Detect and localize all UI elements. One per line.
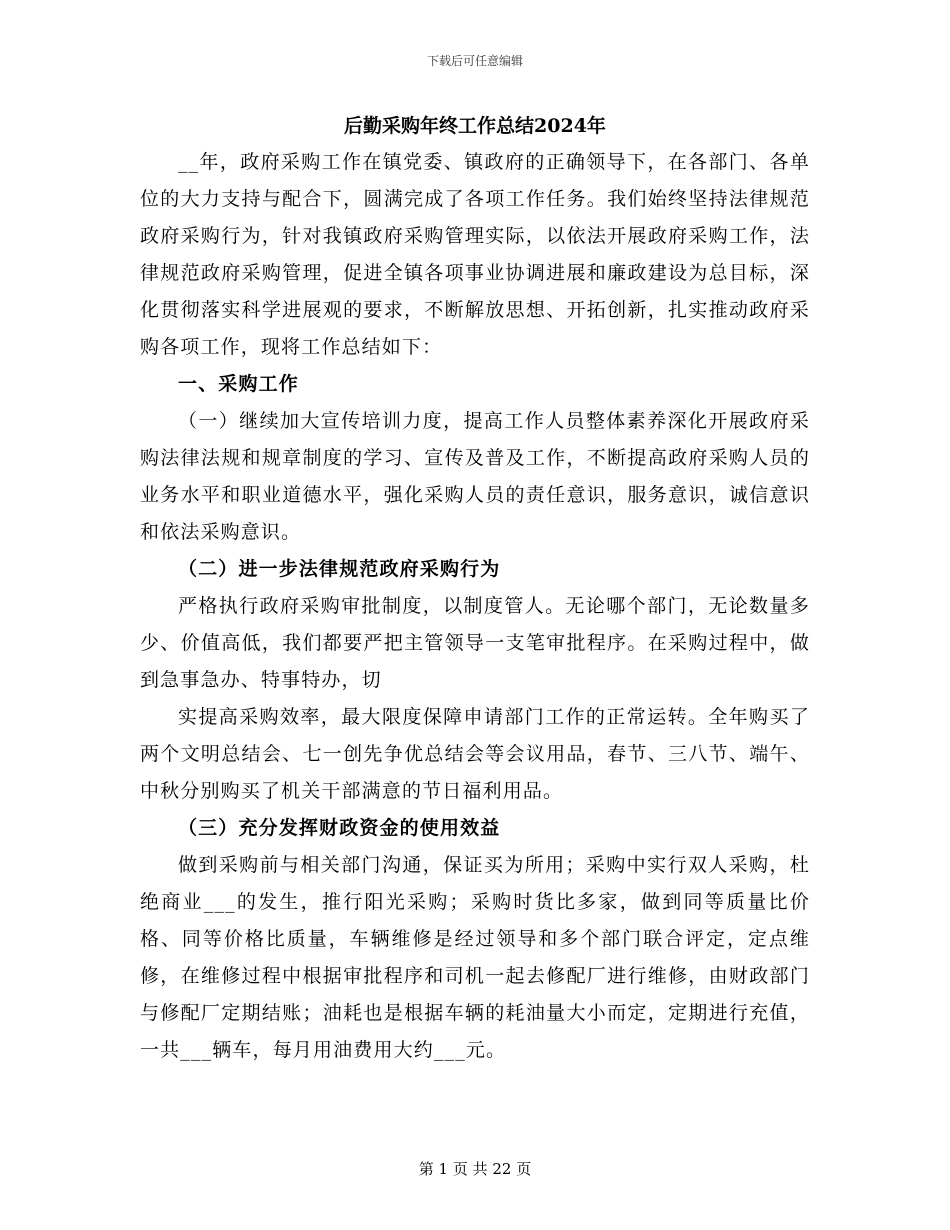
document-title: 后勤采购年终工作总结2024年 xyxy=(344,115,606,137)
subsection-heading-regulate: （二）进一步法律规范政府采购行为 xyxy=(178,558,501,580)
page-footer: 第 1 页 共 22 页 xyxy=(418,1160,532,1178)
page-header: 下载后可任意编辑 xyxy=(426,54,523,68)
paragraph-training: （一）继续加大宣传培训力度，提高工作人员整体素养深化开展政府采购法律法规和规章制度的学习、宣传及普及工作，不断提高政府采购人员的业务水平和职业道德水平，强化采购人员的责任意识，服务意识，诚信意识和依法采购意识。 xyxy=(140,410,810,543)
section-heading-procurement: 一、采购工作 xyxy=(178,373,299,395)
document-body xyxy=(140,108,810,1069)
paragraph-funds: 做到采购前与相关部门沟通，保证买为所用；采购中实行双人采购，杜绝商业___的发生，推行阳光采购；采购时货比多家，做到同等质量比价格、同等价格比质量，车辆维修是经过领导和多个部门联合评定，定点维修，在维修过程中根据审批程序和司机一起去修配厂进行维修，由财政部门与修配厂定期结账；油耗也是根据车辆的耗油量大小而定，定期进行充值，一共___辆车，每月用油费用大约___元。 xyxy=(140,854,810,1061)
paragraph-efficiency: 实提高采购效率，最大限度保障申请部门工作的正常运转。全年购买了两个文明总结会、七一创先争优总结会等会议用品，春节、三八节、端午、中秋分别购买了机关干部满意的节日福利用品。 xyxy=(140,706,810,802)
paragraph-approval: 严格执行政府采购审批制度，以制度管人。无论哪个部门，无论数量多少、价值高低，我们都要严把主管领导一支笔审批程序。在采购过程中，做到急事急办、特事特办，切 xyxy=(140,595,810,691)
subsection-heading-funds: （三）充分发挥财政资金的使用效益 xyxy=(178,817,501,839)
paragraph-intro: __年，政府采购工作在镇党委、镇政府的正确领导下，在各部门、各单位的大力支持与配合下，圆满完成了各项工作任务。我们始终坚持法律规范政府采购行为，针对我镇政府采购管理实际，以依法开展政府采购工作，法律规范政府采购管理，促进全镇各项事业协调进展和廉政建设为总目标，深化贯彻落实科学进展观的要求，不断解放思想、开拓创新，扎实推动政府采购各项工作，现将工作总结如下： xyxy=(140,151,810,358)
